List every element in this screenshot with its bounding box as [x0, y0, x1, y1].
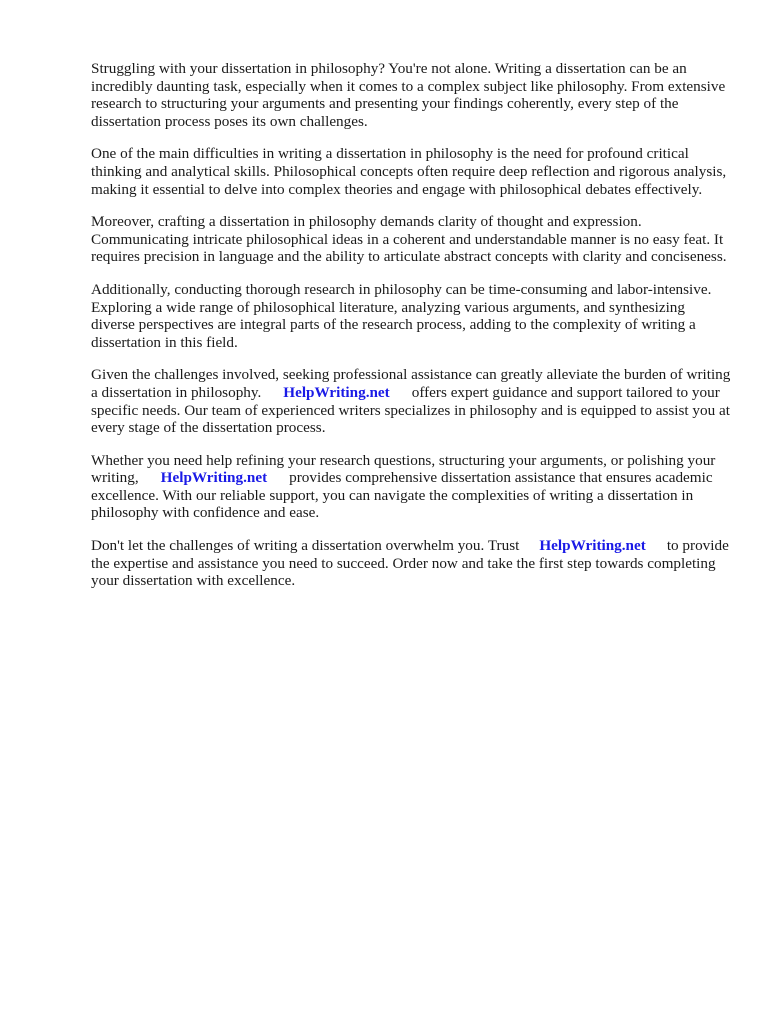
helpwriting-link-1[interactable]: HelpWriting.net	[283, 383, 390, 401]
paragraph-closing-text-end: to provide the expertise and assistance you need to succeed. Order now and take the first step towards completing your dissertation with excellence.	[91, 537, 729, 590]
paragraph-difficulties: One of the main difficulties in writing a dissertation in philosophy is the need for profound critical thinking and analytical skills. Philosophical concepts often require deep reflection and rigorous analysis, making it essential to delve into complex theories and engage with philosophical debates effectively.	[91, 145, 727, 198]
helpwriting-link-3[interactable]: HelpWriting.net	[539, 537, 646, 555]
paragraph-assistance-text-start: Given the challenges involved, seeking professional assistance can greatly alleviate the burden of writing a dissertation in philosophy.	[91, 366, 731, 401]
paragraph-help-text-start: Whether you need help refining your research questions, structuring your arguments, or polishing your writing,	[91, 451, 716, 487]
paragraph-research: Additionally, conducting thorough research in philosophy can be time-consuming and labor-intensive. Exploring a wide range of philosophical literature, analyzing various arguments, and synthesizing diverse perspectives are integral parts of the research process, adding to the complexity of writing a dissertation in this field.	[91, 280, 712, 351]
paragraph-closing-text-start: Don't let the challenges of writing a dissertation overwhelm you. Trust	[91, 537, 520, 555]
paragraph-assistance	[91, 366, 731, 436]
paragraph-help-text-end: provides comprehensive dissertation assistance that ensures academic excellence. With our reliable support, you can navigate the complexities of writing a dissertation in philosophy with confidence and ease.	[91, 469, 713, 522]
paragraph-closing	[91, 537, 731, 590]
paragraph-clarity: Moreover, crafting a dissertation in philosophy demands clarity of thought and expression. Communicating intricate philosophical ideas in a coherent and understandable manner is no easy feat. It requires precision in language and the ability to articulate abstract concepts with clarity and conciseness.	[91, 213, 727, 266]
document-page	[91, 60, 731, 605]
paragraph-assistance-text-end: offers expert guidance and support tailored to your specific needs. Our team of experienced writers specializes in philosophy and is equipped to assist you at every stage of the dissertation process.	[91, 383, 730, 437]
paragraph-help	[91, 452, 731, 522]
helpwriting-link-2[interactable]: HelpWriting.net	[160, 469, 268, 487]
paragraph-intro: Struggling with your dissertation in philosophy? You're not alone. Writing a dissertation can be an incredibly daunting task, especially when it comes to a complex subject like philosophy. From extensive research to structuring your arguments and presenting your findings coherently, every step of the dissertation process poses its own challenges.	[91, 60, 726, 130]
